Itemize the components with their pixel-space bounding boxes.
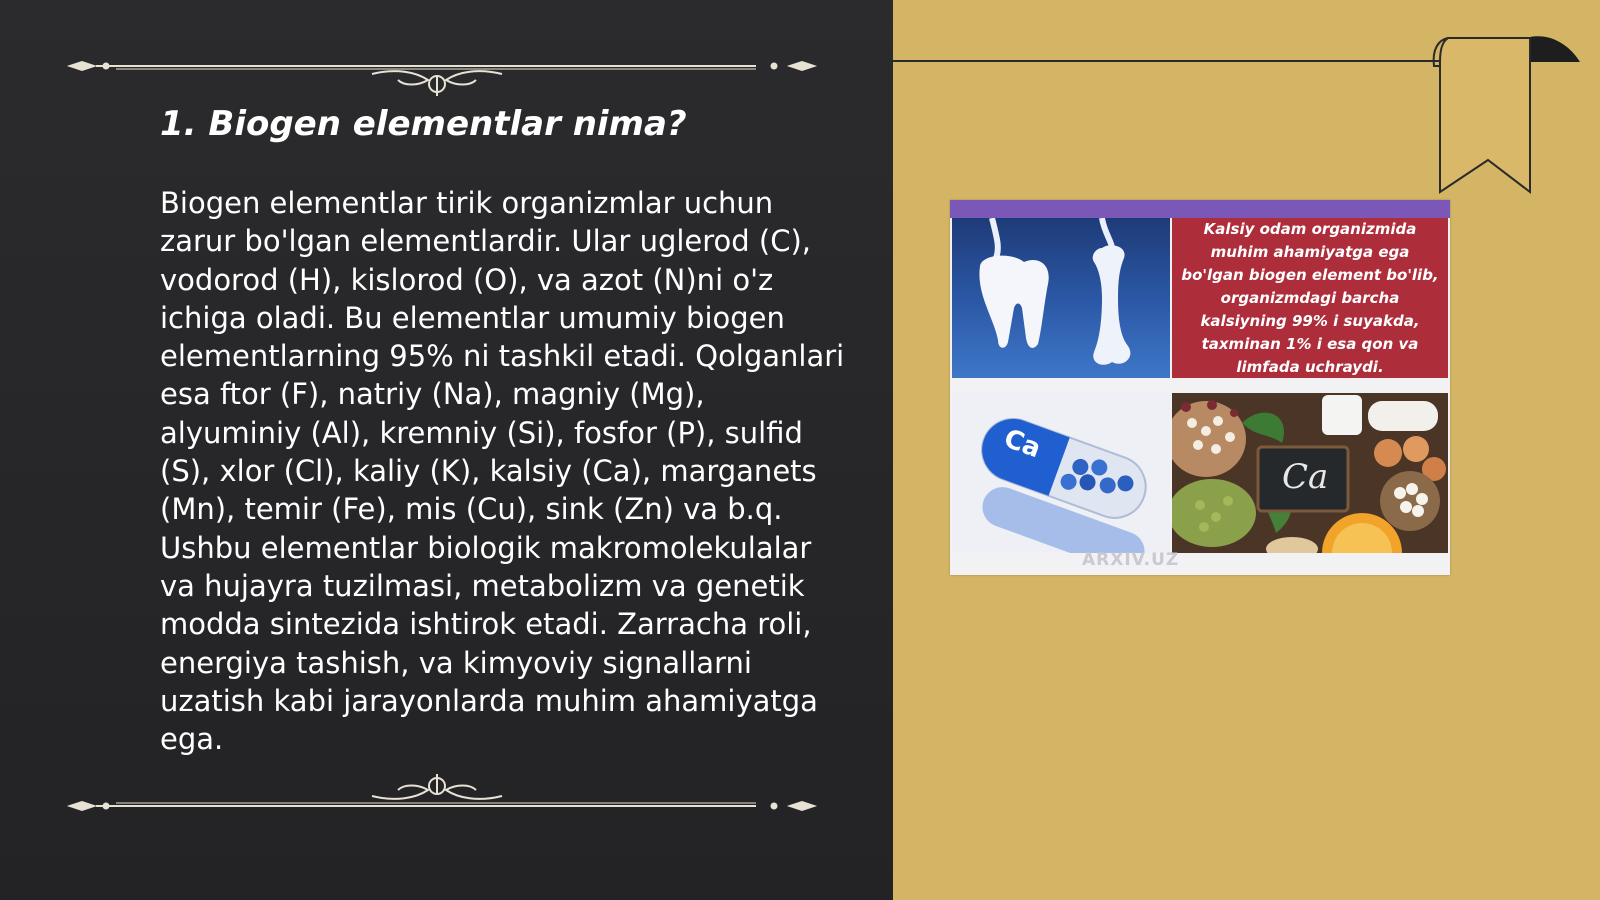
bookmark-ribbon-icon: [1430, 36, 1580, 196]
capsule-icon: [952, 393, 1170, 553]
divider-line: [893, 60, 1453, 62]
slide-title: 1. Biogen elementlar nima?: [160, 104, 687, 144]
calcium-infographic: [950, 200, 1450, 575]
calcium-capsule-image: [952, 393, 1170, 553]
tooth-bone-image: [952, 218, 1170, 378]
calcium-info-text: Kalsiy odam organizmida muhim ahamiyatga ega bo'lgan biogen element bo'lib, organizmdagi barcha kalsiyning 99% i suyakda, taxminan 1% i esa qon va limfada uchraydi.: [1181, 219, 1439, 376]
calcium-foods-image: [1172, 393, 1448, 553]
slide-body-text: Biogen elementlar tirik organizmlar uchun zarur bo'lgan elementlardir. Ular uglerod (C), vodorod (H), kislorod (O), va azot (N)ni o'z ichiga oladi. Bu elementlar umumiy biogen elementlarning 95% ni tashkil etadi. Qolganlari esa ftor (F), natriy (Na), magniy (Mg), alyuminiy (Al), kremniy (Si), fosfor (P), sulfid (S), xlor (Cl), kaliy (K), kalsiy (Ca), marganets (Mn), temir (Fe), mis (Cu), sink (Zn) va b.q. Ushbu elementlar biologik makromolekulalar va hujayra tuzilmasi, metabolizm va genetik modda sintezida ishtirok etadi. Zarracha roli, energiya tashish, va kimyoviy signallarni uzatish kabi jarayonlarda muhim ahamiyatga ega.: [160, 186, 845, 757]
flourish-divider-icon: [66, 38, 826, 98]
capsule-label: Ca: [999, 423, 1045, 465]
chalkboard-label: Ca: [1282, 457, 1329, 497]
calcium-info-box: [1172, 218, 1448, 378]
tooth-bone-icon: [952, 218, 1170, 378]
flourish-divider-icon: [66, 770, 826, 830]
watermark-text: ARXIV.UZ: [1082, 550, 1180, 570]
figure-top-bar: [950, 200, 1450, 218]
